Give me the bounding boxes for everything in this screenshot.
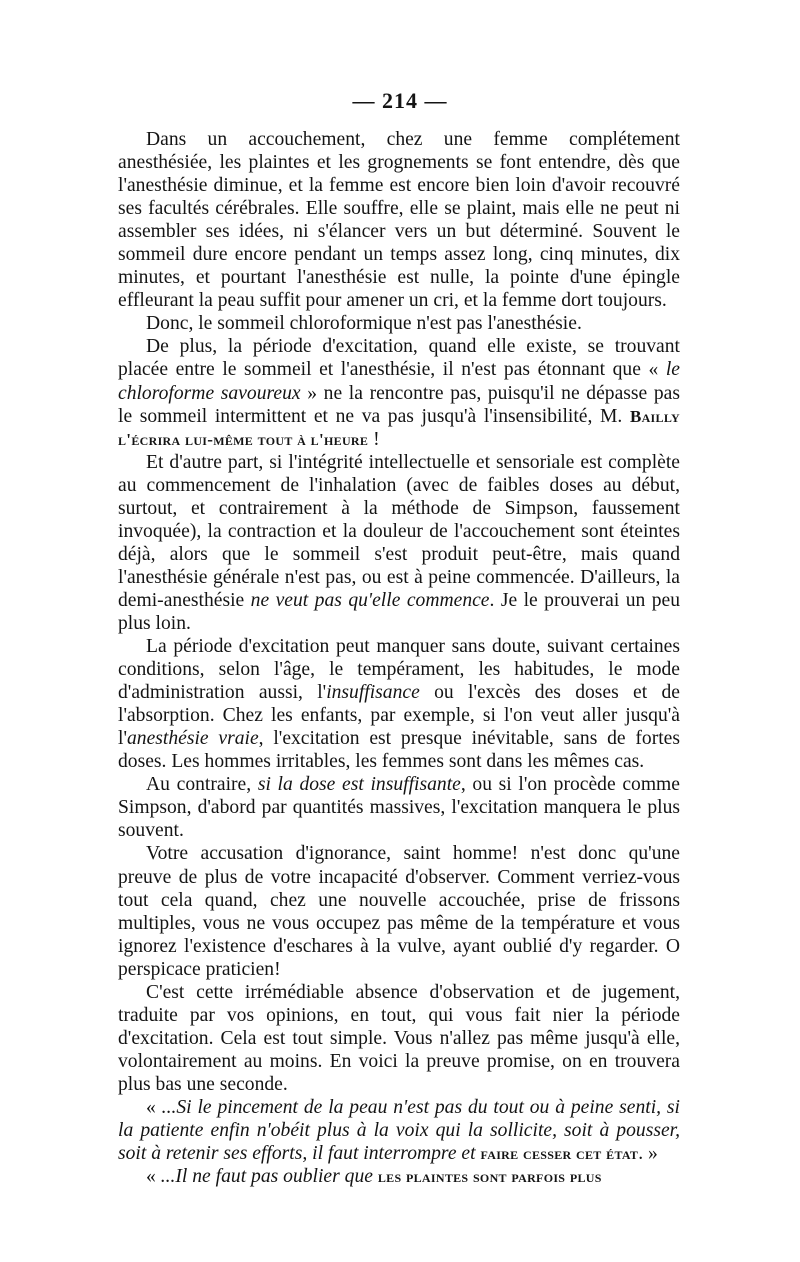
italic-text: si la dose est insuffisante: [257, 774, 461, 796]
text-run: «: [146, 1096, 162, 1118]
paragraph: Dans un accouchement, chez une femme complétement anesthésiée, les plaintes et les grognements se font entendre, dès que l'anesthésie diminue, et la femme est encore bien loin d'avoir recouvré ses facultés cérébrales. Elle souffre, elle se plaint, mais elle ne peut ni assembler ses idées, ni s'élancer vers un but déterminé. Souvent le sommeil dure encore pendant un temps assez long, cinq minutes, dix minutes, et pourtant l'anesthésie est nulle, la pointe d'une épingle effleurant la peau suffit pour amener un cri, et la femme dort toujours.: [118, 129, 680, 312]
page-number: — 214 —: [352, 88, 448, 113]
paragraph: C'est cette irrémédiable absence d'observation et de jugement, traduite par vos opinions, en tout, qui vous fait nier la période d'excitation. Cela est tout simple. Vous n'allez pas même jusqu'à elle, volontairement au moins. En voici la preuve promise, on en trouvera plus bas une seconde.: [118, 981, 680, 1095]
text-run: De plus, la période d'excitation, quand elle existe, se trouvant placée entre le sommeil et l'anesthésie, il n'est pas étonnant que «: [118, 336, 680, 381]
small-caps-text: les plaintes sont parfois plus: [377, 1167, 602, 1187]
text-run: «: [146, 1166, 161, 1188]
text-run: » ne la rencontre pas, puisqu'il ne dépasse pas le sommeil intermittent et ne va pas jusqu'à l'insensibilité, M.: [118, 382, 681, 427]
italic-text: anesthésie vraie: [126, 728, 259, 750]
paragraph: [118, 773, 680, 842]
italic-text: insuffisance: [326, 682, 420, 704]
italic-quote: le chloroforme savoureux: [118, 359, 680, 404]
italic-quote: ...Si le pincement de la peau n'est pas du tout ou à peine senti, si la patiente enfin n'obéit plus à la voix qui la sollicite, soit à pousser, soit à retenir ses efforts, il faut interrompre et: [118, 1096, 680, 1165]
small-caps-text: faire cesser cet état: [480, 1144, 639, 1164]
paragraph: [118, 451, 680, 635]
text-run: Au contraire,: [146, 774, 258, 796]
text-run: , ou si l'on procède comme Simpson, d'abord par quantités massives, l'excitation manquera le plus souvent.: [118, 774, 680, 842]
text-run: La période d'excitation peut manquer sans doute, suivant certaines conditions, selon l'âge, le tempérament, les habitudes, le mode d'administration aussi, l': [118, 636, 680, 704]
text-run: . Je le prouverai un peu plus loin.: [118, 589, 681, 634]
paragraph: Votre accusation d'ignorance, saint homme! n'est donc qu'une preuve de plus de votre incapacité d'observer. Comment verriez-vous tout cela quand, chez une nouvelle accouchée, prise de frissons multiples, vous ne vous occupez pas même de la température et vous ignorez l'existence d'eschares à la vulve, ayant oublié d'y regarder. O perspicace praticien!: [118, 843, 680, 980]
text-run: ou l'excès des doses et de l'absorption. Chez les enfants, par exemple, si l'on veut aller jusqu'à l': [118, 682, 680, 750]
paragraph: [118, 1165, 680, 1188]
paragraph: Donc, le sommeil chloroformique n'est pas l'anesthésie.: [146, 313, 582, 335]
italic-quote: ...Il ne faut pas oublier que: [160, 1166, 373, 1188]
small-caps-text: Bailly l'écrira lui-même tout à l'heure: [118, 406, 680, 449]
paragraph: [118, 635, 680, 773]
text-run: , l'excitation est presque inévitable, sans de fortes doses. Les hommes irritables, les femmes sont dans les mêmes cas.: [118, 728, 680, 773]
paragraph: [118, 335, 680, 450]
text-run: . »: [638, 1143, 658, 1165]
paragraph: [118, 1096, 680, 1165]
text-run: !: [368, 428, 380, 450]
text-run: Et d'autre part, si l'intégrité intellectuelle et sensoriale est complète au commencement de l'inhalation (avec de faibles doses au début, surtout, et contrairement à la méthode de Simpson, faussement invoquée), la contraction et la douleur de l'accouchement sont éteintes déjà, alors que le sommeil s'est produit peut-être, mais quand l'anesthésie générale n'est pas, ou est à peine commencée. D'ailleurs, la demi-anesthésie: [118, 451, 680, 611]
body-text: [118, 128, 680, 1188]
italic-text: ne veut pas qu'elle commence: [250, 589, 490, 611]
